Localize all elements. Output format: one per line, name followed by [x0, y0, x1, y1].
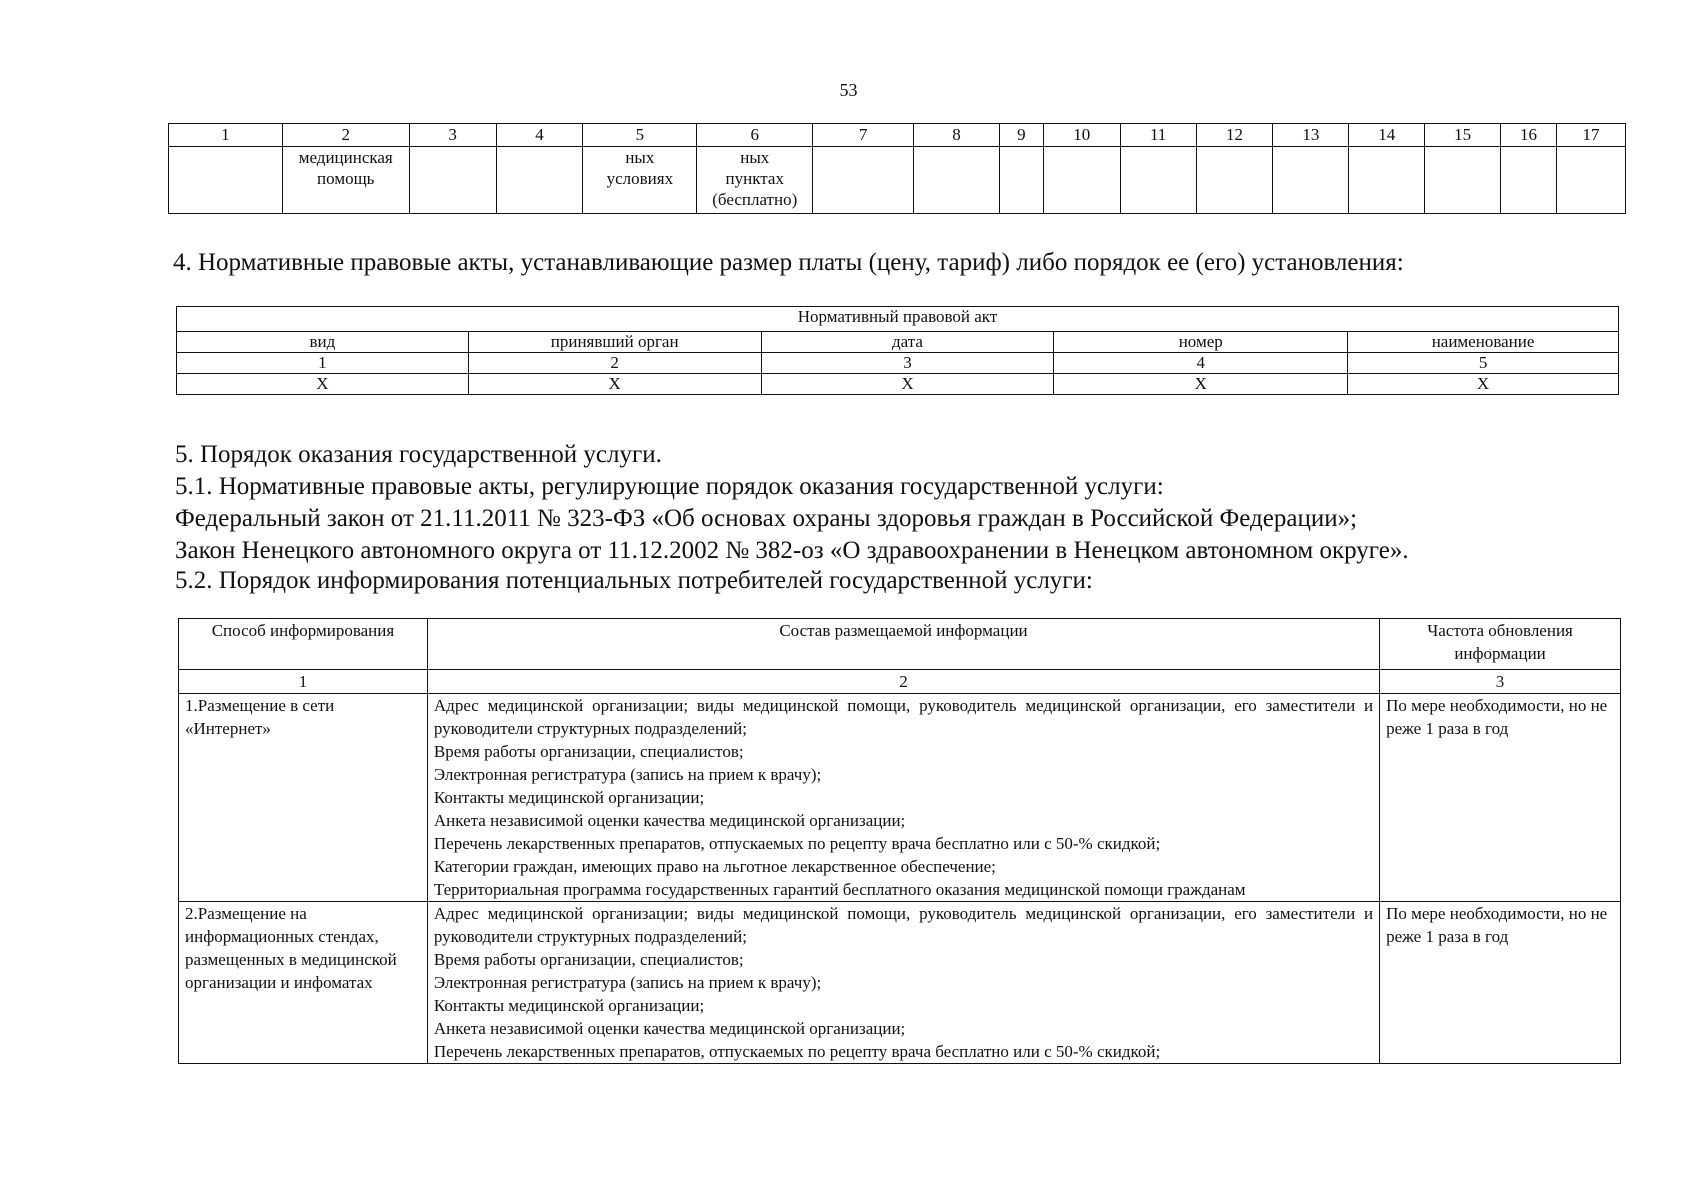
content-cell	[427, 902, 1379, 1064]
table-row	[177, 374, 1619, 395]
frequency-cell: По мере необходимости, но не реже 1 раза в год	[1380, 694, 1621, 902]
number-cell: 4	[1054, 353, 1348, 374]
table-cell	[1120, 147, 1196, 214]
cell-text-line: пунктах	[725, 169, 784, 188]
number-cell: 2	[427, 670, 1379, 694]
page-number: 53	[839, 80, 858, 100]
column-number-cell: 13	[1273, 124, 1349, 147]
informing-table	[178, 618, 1621, 1064]
column-number-cell: 9	[999, 124, 1043, 147]
method-cell: 1.Размещение в сети «Интернет»	[179, 694, 428, 902]
column-number-cell: 11	[1120, 124, 1196, 147]
table-cell	[1556, 147, 1625, 214]
table-cell	[169, 147, 283, 214]
info-item: Контакты медицинской организации;	[433, 996, 705, 1015]
column-number-cell: 3	[409, 124, 496, 147]
table-cell: Х	[761, 374, 1054, 395]
table-title: Нормативный правовой акт	[177, 307, 1619, 332]
table-cell	[1501, 147, 1557, 214]
number-cell: 3	[1380, 670, 1621, 694]
column-header: наименование	[1348, 332, 1619, 353]
legal-acts-table	[176, 306, 1619, 395]
info-item: Время работы организации, специалистов;	[433, 950, 744, 969]
info-item: Анкета независимой оценки качества медицинской организации;	[433, 1019, 906, 1038]
section-5-1-heading: 5.1. Нормативные правовые акты, регулирующие порядок оказания государственной услуги:	[175, 473, 1164, 500]
table-cell: Х	[1054, 374, 1348, 395]
column-number-cell: 15	[1425, 124, 1501, 147]
info-item: Перечень лекарственных препаратов, отпускаемых по рецепту врача бесплатно или с 50-% скидкой;	[433, 1042, 1161, 1061]
table-cell	[409, 147, 496, 214]
table-cell	[999, 147, 1043, 214]
info-item: Электронная регистратура (запись на прием к врачу);	[433, 765, 822, 784]
table-row	[169, 147, 1626, 214]
info-item: Перечень лекарственных препаратов, отпускаемых по рецепту врача бесплатно или с 50-% скидкой;	[433, 834, 1161, 853]
table-cell	[1425, 147, 1501, 214]
table-cell	[1196, 147, 1273, 214]
header-frequency: Частота обновления информации	[1380, 619, 1621, 670]
table-cell	[697, 147, 813, 214]
cell-text-line: ных	[625, 148, 655, 167]
table-header-row	[177, 332, 1619, 353]
table-cell: Х	[177, 374, 469, 395]
method-cell: 2.Размещение на информационных стендах, размещенных в медицинской организации и инфоматах	[179, 902, 428, 1064]
content-cell	[427, 694, 1379, 902]
table-cell	[914, 147, 1000, 214]
column-number-cell: 8	[914, 124, 1000, 147]
frequency-cell: По мере необходимости, но не реже 1 раза в год	[1380, 902, 1621, 1064]
table-cell	[813, 147, 914, 214]
table-cell	[1349, 147, 1425, 214]
info-item: Анкета независимой оценки качества медицинской организации;	[433, 811, 906, 830]
number-cell: 3	[761, 353, 1054, 374]
info-item: Категории граждан, имеющих право на льготное лекарственное обеспечение;	[433, 857, 996, 876]
cell-text-line: помощь	[317, 169, 375, 188]
table-cell	[1273, 147, 1349, 214]
table-cell	[583, 147, 697, 214]
table-cell	[1043, 147, 1120, 214]
table-header-row	[179, 619, 1621, 670]
cell-text-line: ных	[740, 148, 770, 167]
column-number-cell: 14	[1349, 124, 1425, 147]
column-header: номер	[1054, 332, 1348, 353]
section-5-2-heading: 5.2. Порядок информирования потенциальных потребителей государственной услуги:	[175, 567, 1093, 594]
column-header: принявший орган	[468, 332, 761, 353]
table-number-row	[177, 353, 1619, 374]
number-cell: 5	[1348, 353, 1619, 374]
info-item: Территориальная программа государственных гарантий бесплатного оказания медицинской помощи гражданам	[433, 880, 1246, 899]
column-number-cell: 5	[583, 124, 697, 147]
number-cell: 1	[177, 353, 469, 374]
table-cell	[282, 147, 409, 214]
continuation-table	[168, 123, 1626, 214]
table-row	[179, 902, 1621, 1064]
table-cell: Х	[468, 374, 761, 395]
section-4-heading: 4. Нормативные правовые акты, устанавливающие размер платы (цену, тариф) либо порядок ее (его) установления:	[173, 249, 1404, 276]
column-number-cell: 4	[496, 124, 583, 147]
info-item: Адрес медицинской организации; виды медицинской помощи, руководитель медицинской организации, его заместители и руководители структурных подразделений;	[433, 904, 1374, 946]
cell-text-line: условиях	[606, 169, 674, 188]
section-5-heading: 5. Порядок оказания государственной услуги.	[175, 441, 662, 468]
column-header: вид	[177, 332, 469, 353]
cell-text-line: (бесплатно)	[712, 190, 798, 209]
table-row	[179, 694, 1621, 902]
number-cell: 2	[468, 353, 761, 374]
info-item: Электронная регистратура (запись на прием к врачу);	[433, 973, 822, 992]
cell-text-line: медицинская	[298, 148, 393, 167]
info-item: Время работы организации, специалистов;	[433, 742, 744, 761]
column-number-cell: 17	[1556, 124, 1625, 147]
header-method: Способ информирования	[179, 619, 428, 670]
column-number-cell: 7	[813, 124, 914, 147]
column-number-cell: 16	[1501, 124, 1557, 147]
header-content: Состав размещаемой информации	[427, 619, 1379, 670]
number-cell: 1	[179, 670, 428, 694]
column-number-cell: 6	[697, 124, 813, 147]
table-cell	[496, 147, 583, 214]
column-header: дата	[761, 332, 1054, 353]
federal-law: Федеральный закон от 21.11.2011 № 323-ФЗ «Об основах охраны здоровья граждан в Российской Федерации»;	[175, 505, 1358, 532]
table-header-row	[169, 124, 1626, 147]
column-number-cell: 2	[282, 124, 409, 147]
regional-law: Закон Ненецкого автономного округа от 11.12.2002 № 382-оз «О здравоохранении в Ненецком автономном округе».	[175, 537, 1409, 564]
table-number-row	[179, 670, 1621, 694]
table-cell: Х	[1348, 374, 1619, 395]
column-number-cell: 1	[169, 124, 283, 147]
info-item: Адрес медицинской организации; виды медицинской помощи, руководитель медицинской организации, его заместители и руководители структурных подразделений;	[433, 696, 1374, 738]
column-number-cell: 10	[1043, 124, 1120, 147]
info-item: Контакты медицинской организации;	[433, 788, 705, 807]
column-number-cell: 12	[1196, 124, 1273, 147]
